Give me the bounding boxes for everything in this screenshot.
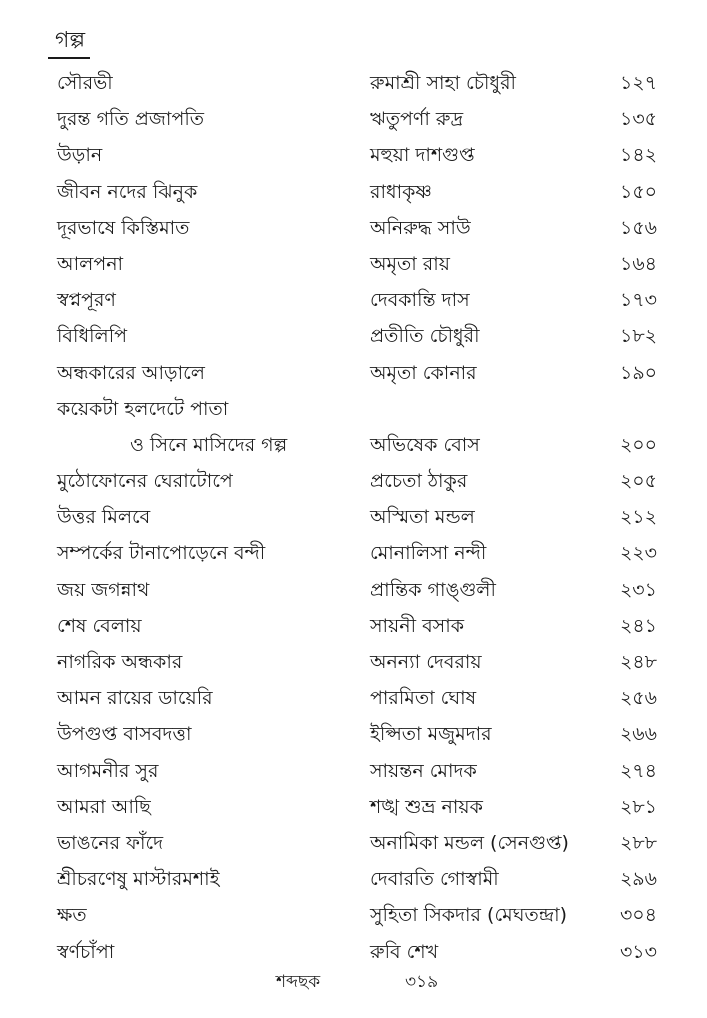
toc-entry bbox=[0, 753, 707, 789]
toc-entry bbox=[0, 137, 707, 173]
story-title: নাগরিক অন্ধকার bbox=[57, 651, 183, 673]
author-name: সুহিতা সিকদার (মেঘতন্দ্রা) bbox=[370, 904, 567, 927]
page-number: ১৬৪ bbox=[619, 252, 657, 275]
story-title: দুরন্ত গতি প্রজাপতি bbox=[57, 108, 205, 131]
story-title: বিধিলিপি bbox=[57, 325, 128, 348]
toc-entry bbox=[0, 499, 707, 535]
toc-entry bbox=[0, 861, 707, 897]
story-title: ও সিনে মাসিদের গল্প bbox=[130, 433, 288, 456]
toc-entry bbox=[0, 644, 707, 680]
toc-entry bbox=[0, 282, 707, 318]
toc-entry bbox=[0, 391, 707, 427]
toc-entry bbox=[0, 608, 707, 644]
author-name: দেবারতি গোস্বামী bbox=[370, 868, 499, 891]
page-number: ১৮২ bbox=[619, 325, 657, 348]
story-title: উত্তর মিলবে bbox=[57, 506, 151, 529]
page-number: ২৮১ bbox=[619, 795, 657, 818]
page-number: ৩০৪ bbox=[619, 904, 657, 927]
author-name: ঋতুপর্ণা রুদ্র bbox=[370, 108, 464, 131]
author-name: অনামিকা মন্ডল (সেনগুপ্ত) bbox=[370, 831, 569, 854]
story-title: উড়ান bbox=[57, 144, 103, 167]
toc-entry bbox=[0, 789, 707, 825]
toc-entry bbox=[0, 427, 707, 463]
page-number: ২০০ bbox=[619, 433, 657, 456]
author-name: শঙ্খ শুভ্র নায়ক bbox=[370, 795, 483, 818]
author-name: সায়ন্তন মোদক bbox=[370, 759, 477, 782]
section-heading: গল্প bbox=[55, 28, 86, 53]
author-name: ইপ্সিতা মজুমদার bbox=[370, 723, 492, 746]
story-title: কয়েকটা হলদেটে পাতা bbox=[57, 397, 229, 420]
story-title: জীবন নদের ঝিনুক bbox=[57, 180, 198, 203]
toc-entry bbox=[0, 535, 707, 571]
author-name: সায়নী বসাক bbox=[370, 614, 464, 637]
author-name: অমৃতা রায় bbox=[370, 252, 450, 275]
toc-entry bbox=[0, 825, 707, 861]
story-title: স্বর্ণচাঁপা bbox=[57, 940, 115, 963]
story-title: ক্ষত bbox=[57, 904, 87, 927]
story-title: জয় জগন্নাথ bbox=[57, 578, 150, 601]
page-number: ২৫৬ bbox=[619, 687, 657, 710]
page-number: ২৩১ bbox=[619, 578, 657, 601]
author-name: অনন্যা দেবরায় bbox=[370, 651, 482, 673]
author-name: অস্মিতা মন্ডল bbox=[370, 506, 475, 529]
story-title: শেষ বেলায় bbox=[57, 614, 142, 637]
page-number: ২৯৬ bbox=[619, 868, 657, 891]
story-title: ভাঙনের ফাঁদে bbox=[57, 831, 164, 854]
story-title: শ্রীচরণেষু মাস্টারমশাই bbox=[57, 868, 220, 891]
author-name: অমৃতা কোনার bbox=[370, 361, 477, 384]
author-name: প্রান্তিক গাঙ্গুলী bbox=[370, 578, 496, 601]
page-number: ২৬৬ bbox=[619, 723, 657, 746]
author-name: মহুয়া দাশগুপ্ত bbox=[370, 144, 475, 167]
story-title: অন্ধকারের আড়ালে bbox=[57, 361, 205, 384]
author-name: অভিষেক বোস bbox=[370, 433, 480, 456]
table-of-contents bbox=[0, 65, 707, 970]
footer-label: শব্দছক bbox=[276, 972, 321, 992]
toc-entry bbox=[0, 65, 707, 101]
page-number: ১৫০ bbox=[619, 180, 657, 203]
story-title: আগমনীর সুর bbox=[57, 759, 159, 782]
page-number: ১৩৫ bbox=[619, 108, 657, 131]
page-number: ১৯০ bbox=[619, 361, 657, 384]
page-number: ২৭৪ bbox=[619, 759, 657, 782]
author-name: প্রচেতা ঠাকুর bbox=[370, 470, 468, 493]
author-name: রুমাশ্রী সাহা চৌধুরী bbox=[370, 72, 516, 94]
author-name: মোনালিসা নন্দী bbox=[370, 542, 487, 565]
page-number: ১২৭ bbox=[619, 72, 657, 94]
page-number: ২১২ bbox=[619, 506, 657, 529]
story-title: আমরা আছি bbox=[57, 795, 151, 818]
story-title: মুঠোফোনের ঘেরাটোপে bbox=[57, 470, 233, 493]
toc-entry bbox=[0, 463, 707, 499]
toc-entry bbox=[0, 174, 707, 210]
author-name: দেবকান্তি দাস bbox=[370, 289, 470, 312]
author-name: রুবি শেখ bbox=[370, 940, 439, 963]
toc-entry bbox=[0, 934, 707, 970]
page-number: ২২৩ bbox=[619, 542, 657, 565]
toc-entry bbox=[0, 572, 707, 608]
toc-entry bbox=[0, 210, 707, 246]
story-title: সৌরভী bbox=[57, 72, 113, 94]
toc-entry bbox=[0, 897, 707, 933]
story-title: সম্পর্কের টানাপোড়েনে বন্দী bbox=[57, 542, 266, 565]
story-title: উপগুপ্ত বাসবদত্তা bbox=[57, 723, 192, 746]
author-name: পারমিতা ঘোষ bbox=[370, 687, 477, 710]
toc-entry bbox=[0, 246, 707, 282]
heading-underline bbox=[48, 57, 90, 59]
page-number: ২৪১ bbox=[619, 614, 657, 637]
story-title: আমন রায়ের ডায়েরি bbox=[57, 687, 213, 710]
story-title: আলপনা bbox=[57, 252, 124, 275]
page-number: ২৮৮ bbox=[619, 831, 657, 854]
page-number: ১৫৬ bbox=[619, 216, 657, 239]
toc-entry bbox=[0, 680, 707, 716]
page-number: ১৪২ bbox=[619, 144, 657, 167]
footer-page-number: ৩১৯ bbox=[405, 972, 439, 992]
author-name: অনিরুদ্ধ সাউ bbox=[370, 216, 471, 239]
toc-entry bbox=[0, 716, 707, 752]
page-number: ২৪৮ bbox=[619, 651, 657, 673]
page-number: ১৭৩ bbox=[619, 289, 657, 312]
page-number: ২০৫ bbox=[619, 470, 657, 493]
author-name: রাধাকৃষ্ণ bbox=[370, 180, 432, 203]
story-title: দূরভাষে কিস্তিমাত bbox=[57, 216, 190, 239]
toc-entry bbox=[0, 318, 707, 354]
toc-entry bbox=[0, 101, 707, 137]
author-name: প্রতীতি চৌধুরী bbox=[370, 325, 480, 348]
page-number: ৩১৩ bbox=[619, 940, 657, 963]
story-title: স্বপ্নপূরণ bbox=[57, 289, 116, 312]
toc-entry bbox=[0, 355, 707, 391]
